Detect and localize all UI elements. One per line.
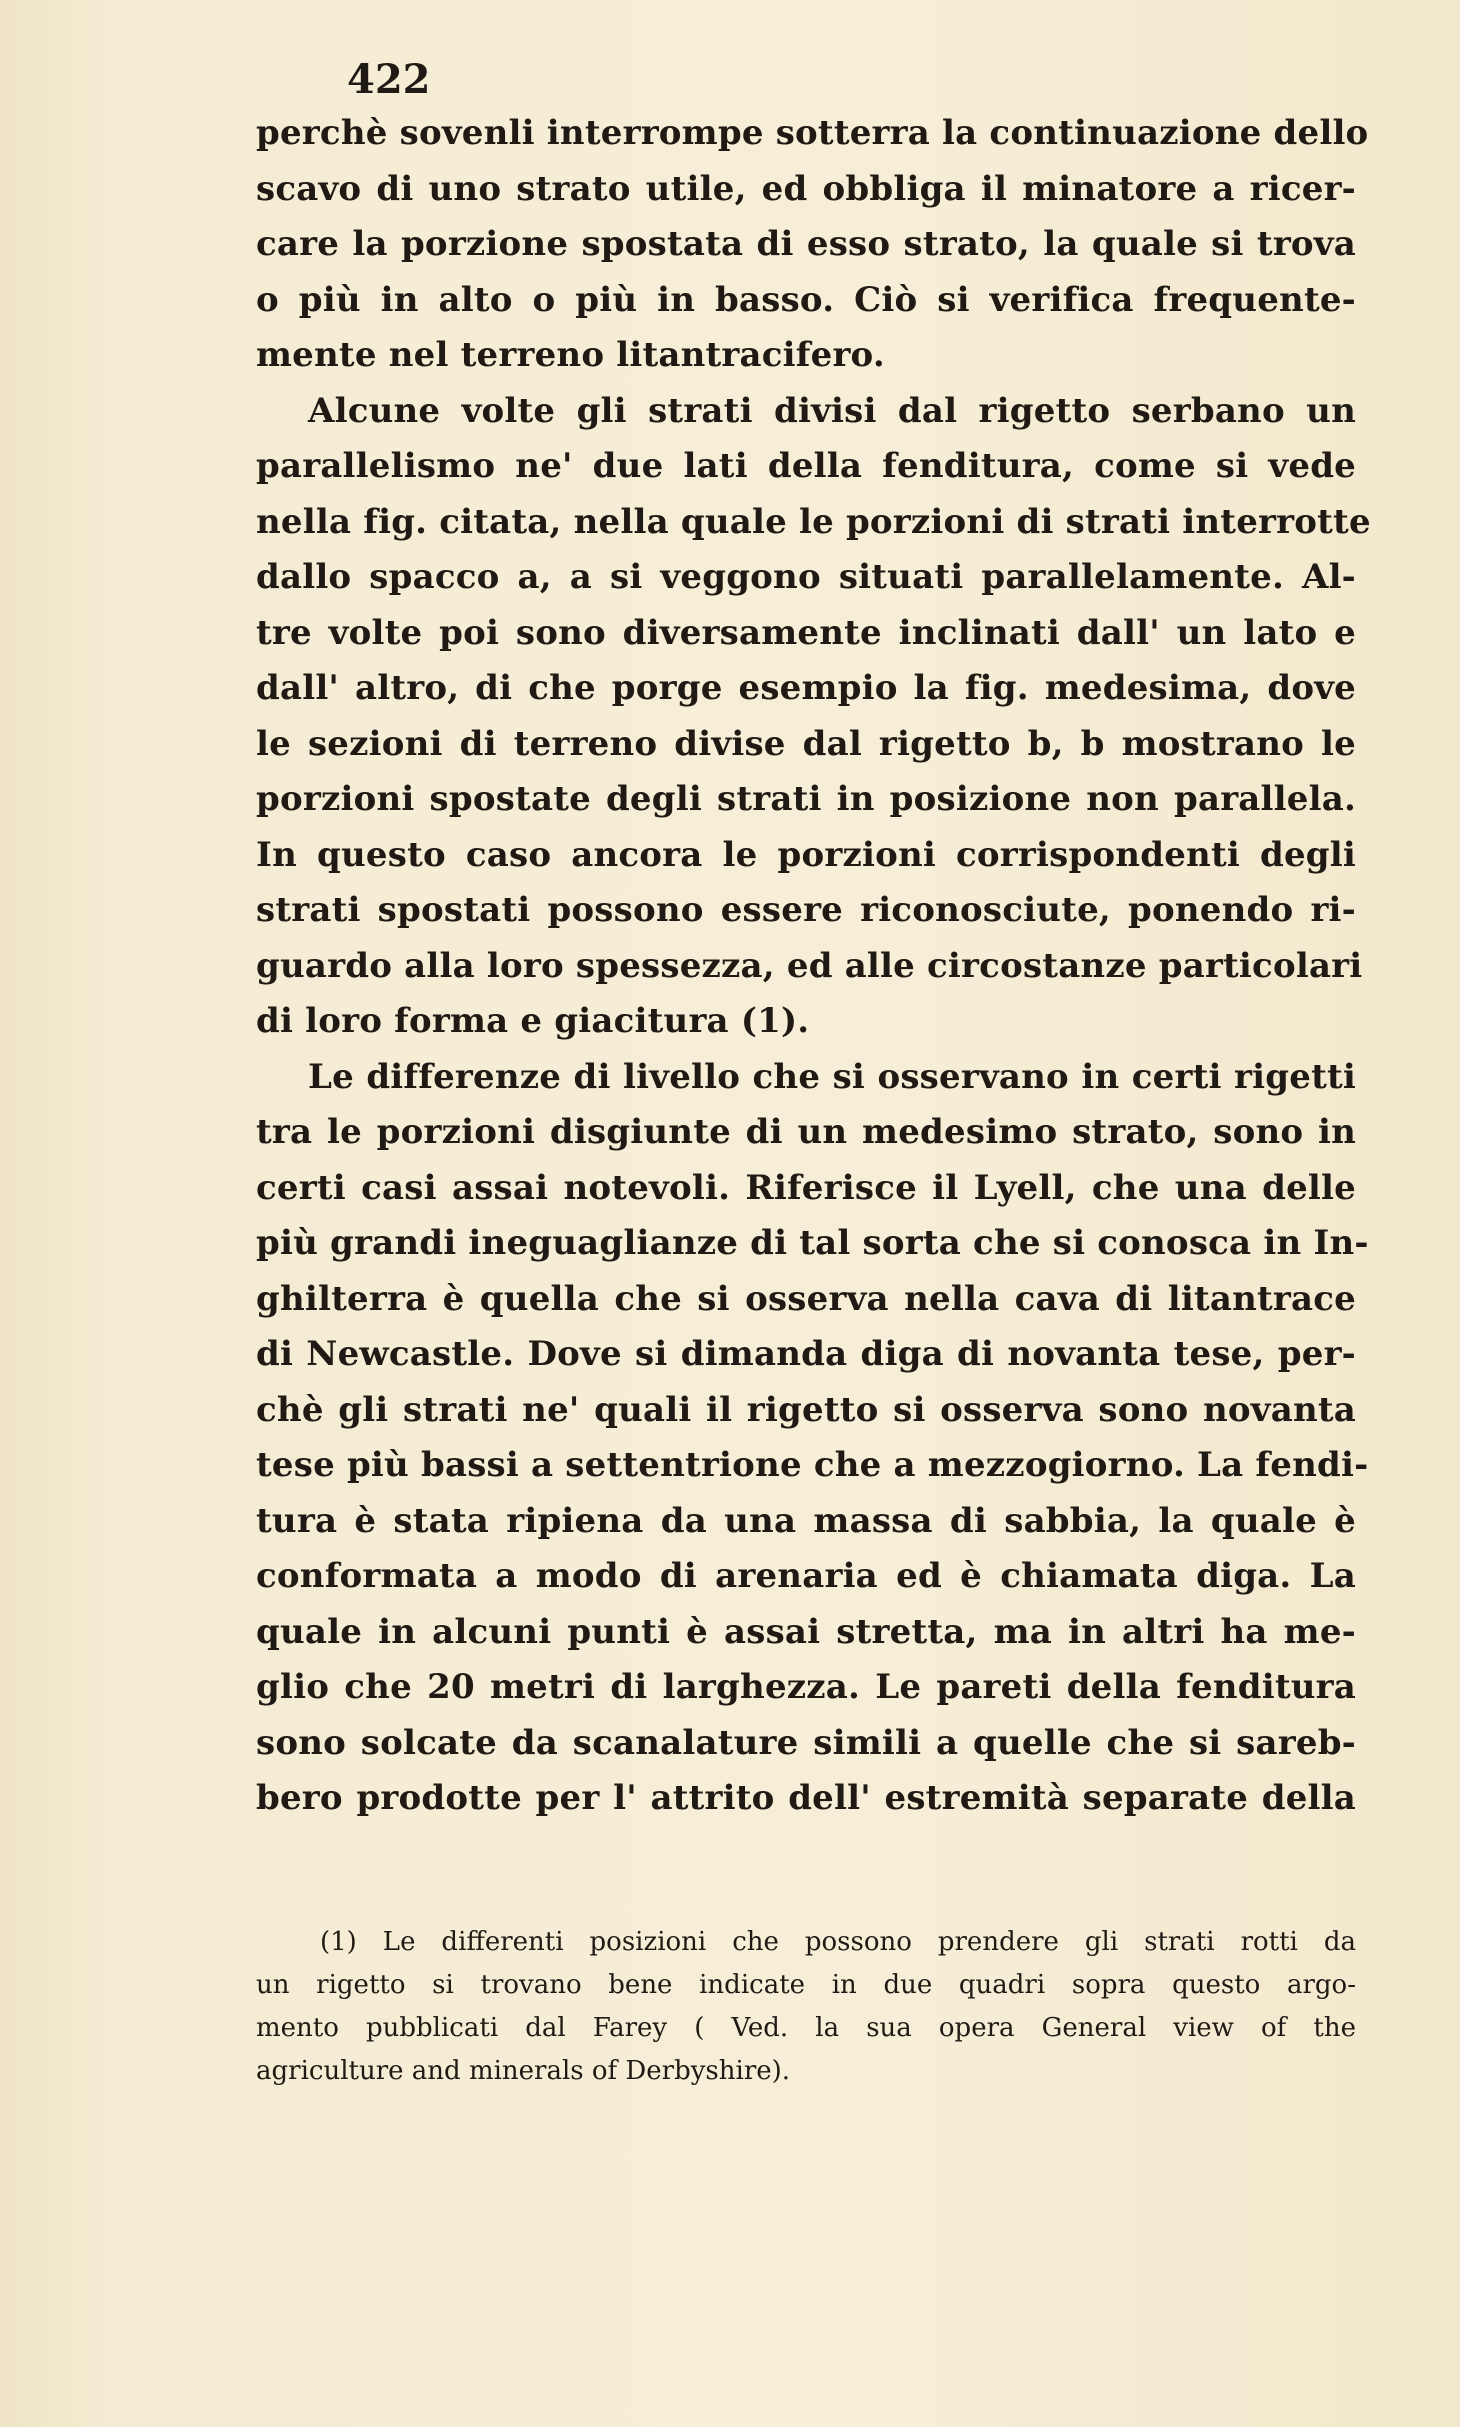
text-line: di Newcastle. Dove si dimanda diga di novanta tese, per-: [256, 1334, 1356, 1374]
text-line: dallo spacco a, a si veggono situati parallelamente. Al-: [256, 557, 1356, 597]
text-line: tre volte poi sono diversamente inclinati dall' un lato e: [256, 612, 1356, 653]
text-line: scavo di uno strato utile, ed obbliga il minatore a ricer-: [256, 168, 1356, 209]
text-line: nella fig. citata, nella quale le porzioni di strati interrotte: [256, 501, 1371, 542]
text-line: quale in alcuni punti è assai stretta, ma in altri ha me-: [256, 1611, 1356, 1652]
footnote-line: mento pubblicati dal Farey ( Ved. la sua opera General view of the: [256, 2013, 1356, 2043]
text-line: di loro forma e giacitura (1).: [256, 1001, 810, 1041]
text-line: In questo caso ancora le porzioni corrispondenti degli: [256, 834, 1356, 875]
text-line: conformata a modo di arenaria ed è chiamata diga. La: [256, 1556, 1356, 1596]
text-line: più grandi ineguaglianze di tal sorta che si conosca in In-: [256, 1223, 1369, 1263]
text-line: strati spostati possono essere riconosciute, ponendo ri-: [256, 890, 1356, 930]
text-line: o più in alto o più in basso. Ciò si verifica frequente-: [256, 279, 1356, 320]
footnote-line: agriculture and minerals of Derbyshire).: [256, 2056, 791, 2086]
page-number: 422: [347, 56, 431, 103]
text-line: glio che 20 metri di larghezza. Le pareti della fenditura: [256, 1667, 1356, 1707]
text-line: porzioni spostate degli strati in posizione non parallela.: [256, 779, 1356, 819]
text-line: bero prodotte per l' attrito dell' estremità separate della: [256, 1778, 1356, 1818]
text-line: parallelismo ne' due lati della fenditura, come si vede: [256, 446, 1356, 486]
text-line: Alcune volte gli strati divisi dal rigetto serbano un: [308, 390, 1356, 431]
text-line: certi casi assai notevoli. Riferisce il Lyell, che una delle: [256, 1167, 1356, 1208]
text-line: ghilterra è quella che si osserva nella cava di litantrace: [256, 1278, 1356, 1319]
footnote: [256, 1921, 1356, 2093]
body-text: [256, 106, 1371, 1827]
text-line: guardo alla loro spessezza, ed alle circostanze particolari: [256, 945, 1363, 986]
text-line: tra le porzioni disgiunte di un medesimo strato, sono in: [256, 1112, 1356, 1152]
text-line: tura è stata ripiena da una massa di sabbia, la quale è: [256, 1500, 1356, 1541]
text-line: le sezioni di terreno divise dal rigetto b, b mostrano le: [256, 723, 1356, 764]
text-line: tese più bassi a settentrione che a mezzogiorno. La fendi-: [256, 1445, 1369, 1485]
text-line: chè gli strati ne' quali il rigetto si osserva sono novanta: [256, 1389, 1356, 1430]
text-line: mente nel terreno litantracifero.: [256, 335, 885, 375]
footnote-line: un rigetto si trovano bene indicate in due quadri sopra questo argo-: [256, 1970, 1356, 2000]
text-line: Le differenze di livello che si osservano in certi rigetti: [308, 1056, 1356, 1097]
text-line: sono solcate da scanalature simili a quelle che si sareb-: [256, 1722, 1356, 1763]
text-line: perchè sovenli interrompe sotterra la continuazione dello: [256, 113, 1369, 153]
footnote-line: (1) Le differenti posizioni che possono prendere gli strati rotti da: [320, 1927, 1356, 1957]
text-line: dall' altro, di che porge esempio la fig. medesima, dove: [256, 668, 1356, 708]
text-line: care la porzione spostata di esso strato, la quale si trova: [256, 224, 1356, 264]
